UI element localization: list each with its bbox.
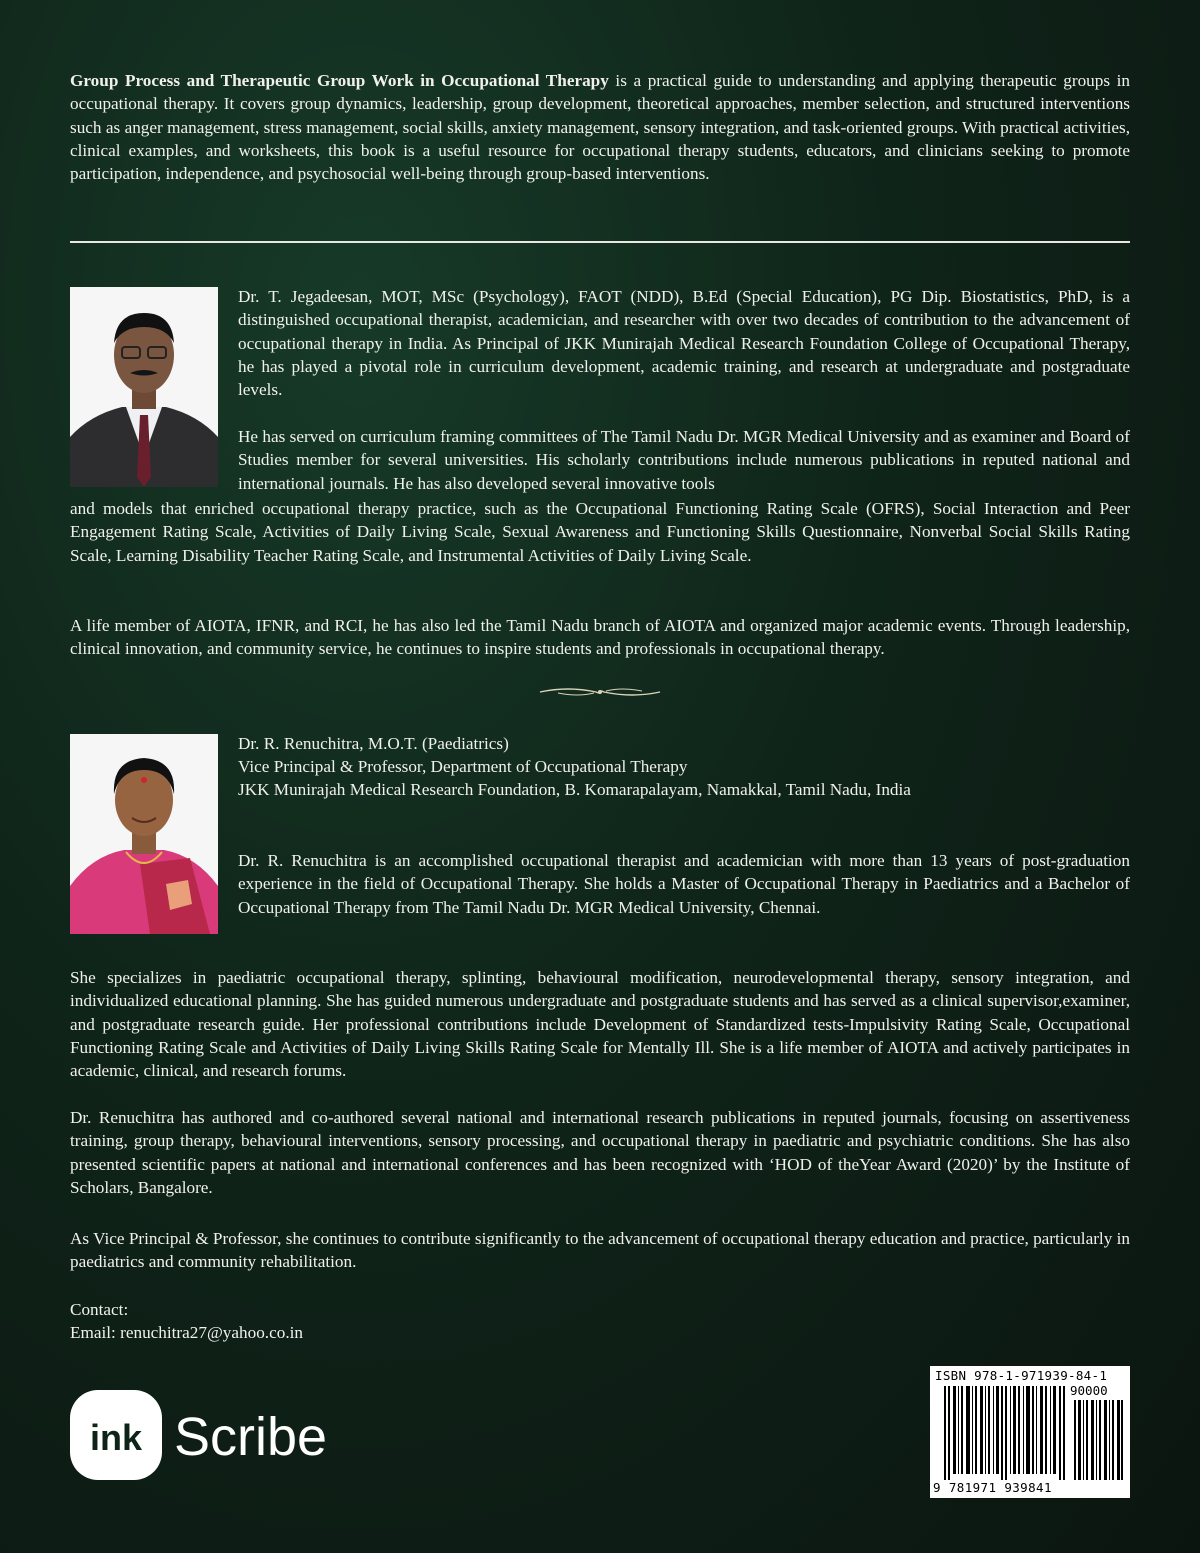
author2-photo <box>70 734 218 934</box>
logo-mark: ink <box>89 1417 143 1458</box>
author2-bio-4: As Vice Principal & Professor, she continues to contribute significantly to the advancement of occupational therapy education and practice, particularly in paediatrics and community rehabilitation. <box>70 1229 1130 1272</box>
price-code: 90000 <box>1070 1383 1108 1398</box>
author2-bio-1: Dr. R. Renuchitra is an accomplished occupational therapist and academician with more than 13 years of post-graduation experience in the field of Occupational Therapy. She holds a Master of Occupational Therapy in Paediatrics and a Bachelor of Occupational Therapy from The Tamil Nadu Dr. MGR Medical University, Chennai. <box>238 851 1130 917</box>
author2-bio-3: Dr. Renuchitra has authored and co-authored several national and international research publications in reputed journals, focusing on assertiveness training, group therapy, behavioural interventions, sensory processing, and occupational therapy in paediatric and psychiatric conditions. She has also presented scientific papers at national and international conferences and has been recognized with ‘HOD of theYear Award (2020)’ by the Institute of Scholars, Bangalore. <box>70 1108 1130 1197</box>
isbn-text: ISBN 978-1-971939-84-1 <box>935 1368 1108 1383</box>
author2-bio-2: She specializes in paediatric occupational therapy, splinting, behavioural modification, neurodevelopmental therapy, sensory integration, and individualized educational planning. She has guided numerous undergraduate and postgraduate students and has served as a clinical supervisor,examiner, and postgraduate research guide. Her professional contributions include Development of Standardized tests-Impulsivity Rating Scale, Occupational Functioning Rating Scale and Activities of Daily Living Skills Rating Scale for Mentally Ill. She is a life member of AIOTA and actively participates in academic, clinical, and research forums. <box>70 968 1130 1081</box>
addon-bars <box>1074 1400 1124 1480</box>
logo-word: Scribe <box>174 1407 328 1467</box>
divider-line <box>70 241 1130 243</box>
author1-photo <box>70 287 218 487</box>
book-title: Group Process and Therapeutic Group Work in Occupational Therapy <box>70 71 609 90</box>
ornament-divider <box>538 684 662 700</box>
intro-text: is a practical guide to understanding and applying therapeutic groups in occupational therapy. It covers group dynamics, leadership, group development, theoretical approaches, member selection, and structured interventions such as anger management, stress management, social skills, anxiety management, sensory integration, and task-oriented groups. With practical activities, clinical examples, and worksheets, this book is a useful resource for occupational therapy students, educators, and clinicians seeking to promote participation, independence, and psychosocial well-being through group-based interventions. <box>70 71 1130 184</box>
author1-bio-1: Dr. T. Jegadeesan, MOT, MSc (Psychology), FAOT (NDD), B.Ed (Special Education), PG Dip. Biostatistics, PhD, is a distinguished occupational therapist, academician, and researcher with over two decades of contribution to the advancement of occupational therapy in India. As Principal of JKK Munirajah Medical Research Foundation College of Occupational Therapy, he has played a pivotal role in curriculum development, academic training, and research at undergraduate and postgraduate levels. <box>238 287 1130 400</box>
ean-digits: 9 781971 939841 <box>933 1480 1052 1495</box>
author2-name: Dr. R. Renuchitra, M.O.T. (Paediatrics) <box>238 734 509 753</box>
barcode-bars <box>944 1386 1068 1480</box>
email-line[interactable]: Email: renuchitra27@yahoo.co.in <box>70 1323 303 1342</box>
author2-institution: JKK Munirajah Medical Research Foundation, B. Komarapalayam, Namakkal, Tamil Nadu, India <box>238 780 911 799</box>
contact-label: Contact: <box>70 1300 129 1319</box>
isbn-barcode <box>930 1366 1130 1498</box>
author2-position: Vice Principal & Professor, Department of Occupational Therapy <box>238 757 688 776</box>
author1-bio-2a: He has served on curriculum framing committees of The Tamil Nadu Dr. MGR Medical University and as examiner and Board of Studies member for several universities. His scholarly contributions include numerous publications in reputed national and international journals. He has also developed several innovative tools <box>238 427 1130 493</box>
publisher-logo <box>70 1390 360 1490</box>
intro-paragraph <box>70 69 1130 185</box>
author1-bio-3: A life member of AIOTA, IFNR, and RCI, he has also led the Tamil Nadu branch of AIOTA and organized major academic events. Through leadership, clinical innovation, and community service, he continues to inspire students and professionals in occupational therapy. <box>70 616 1130 659</box>
author1-bio-2b: and models that enriched occupational therapy practice, such as the Occupational Functioning Rating Scale (OFRS), Social Interaction and Peer Engagement Rating Scale, Activities of Daily Living Scale, Sexual Awareness and Functioning Skills Questionnaire, Nonverbal Social Skills Rating Scale, Learning Disability Teacher Rating Scale, and Instrumental Activities of Daily Living Scale. <box>70 499 1130 565</box>
